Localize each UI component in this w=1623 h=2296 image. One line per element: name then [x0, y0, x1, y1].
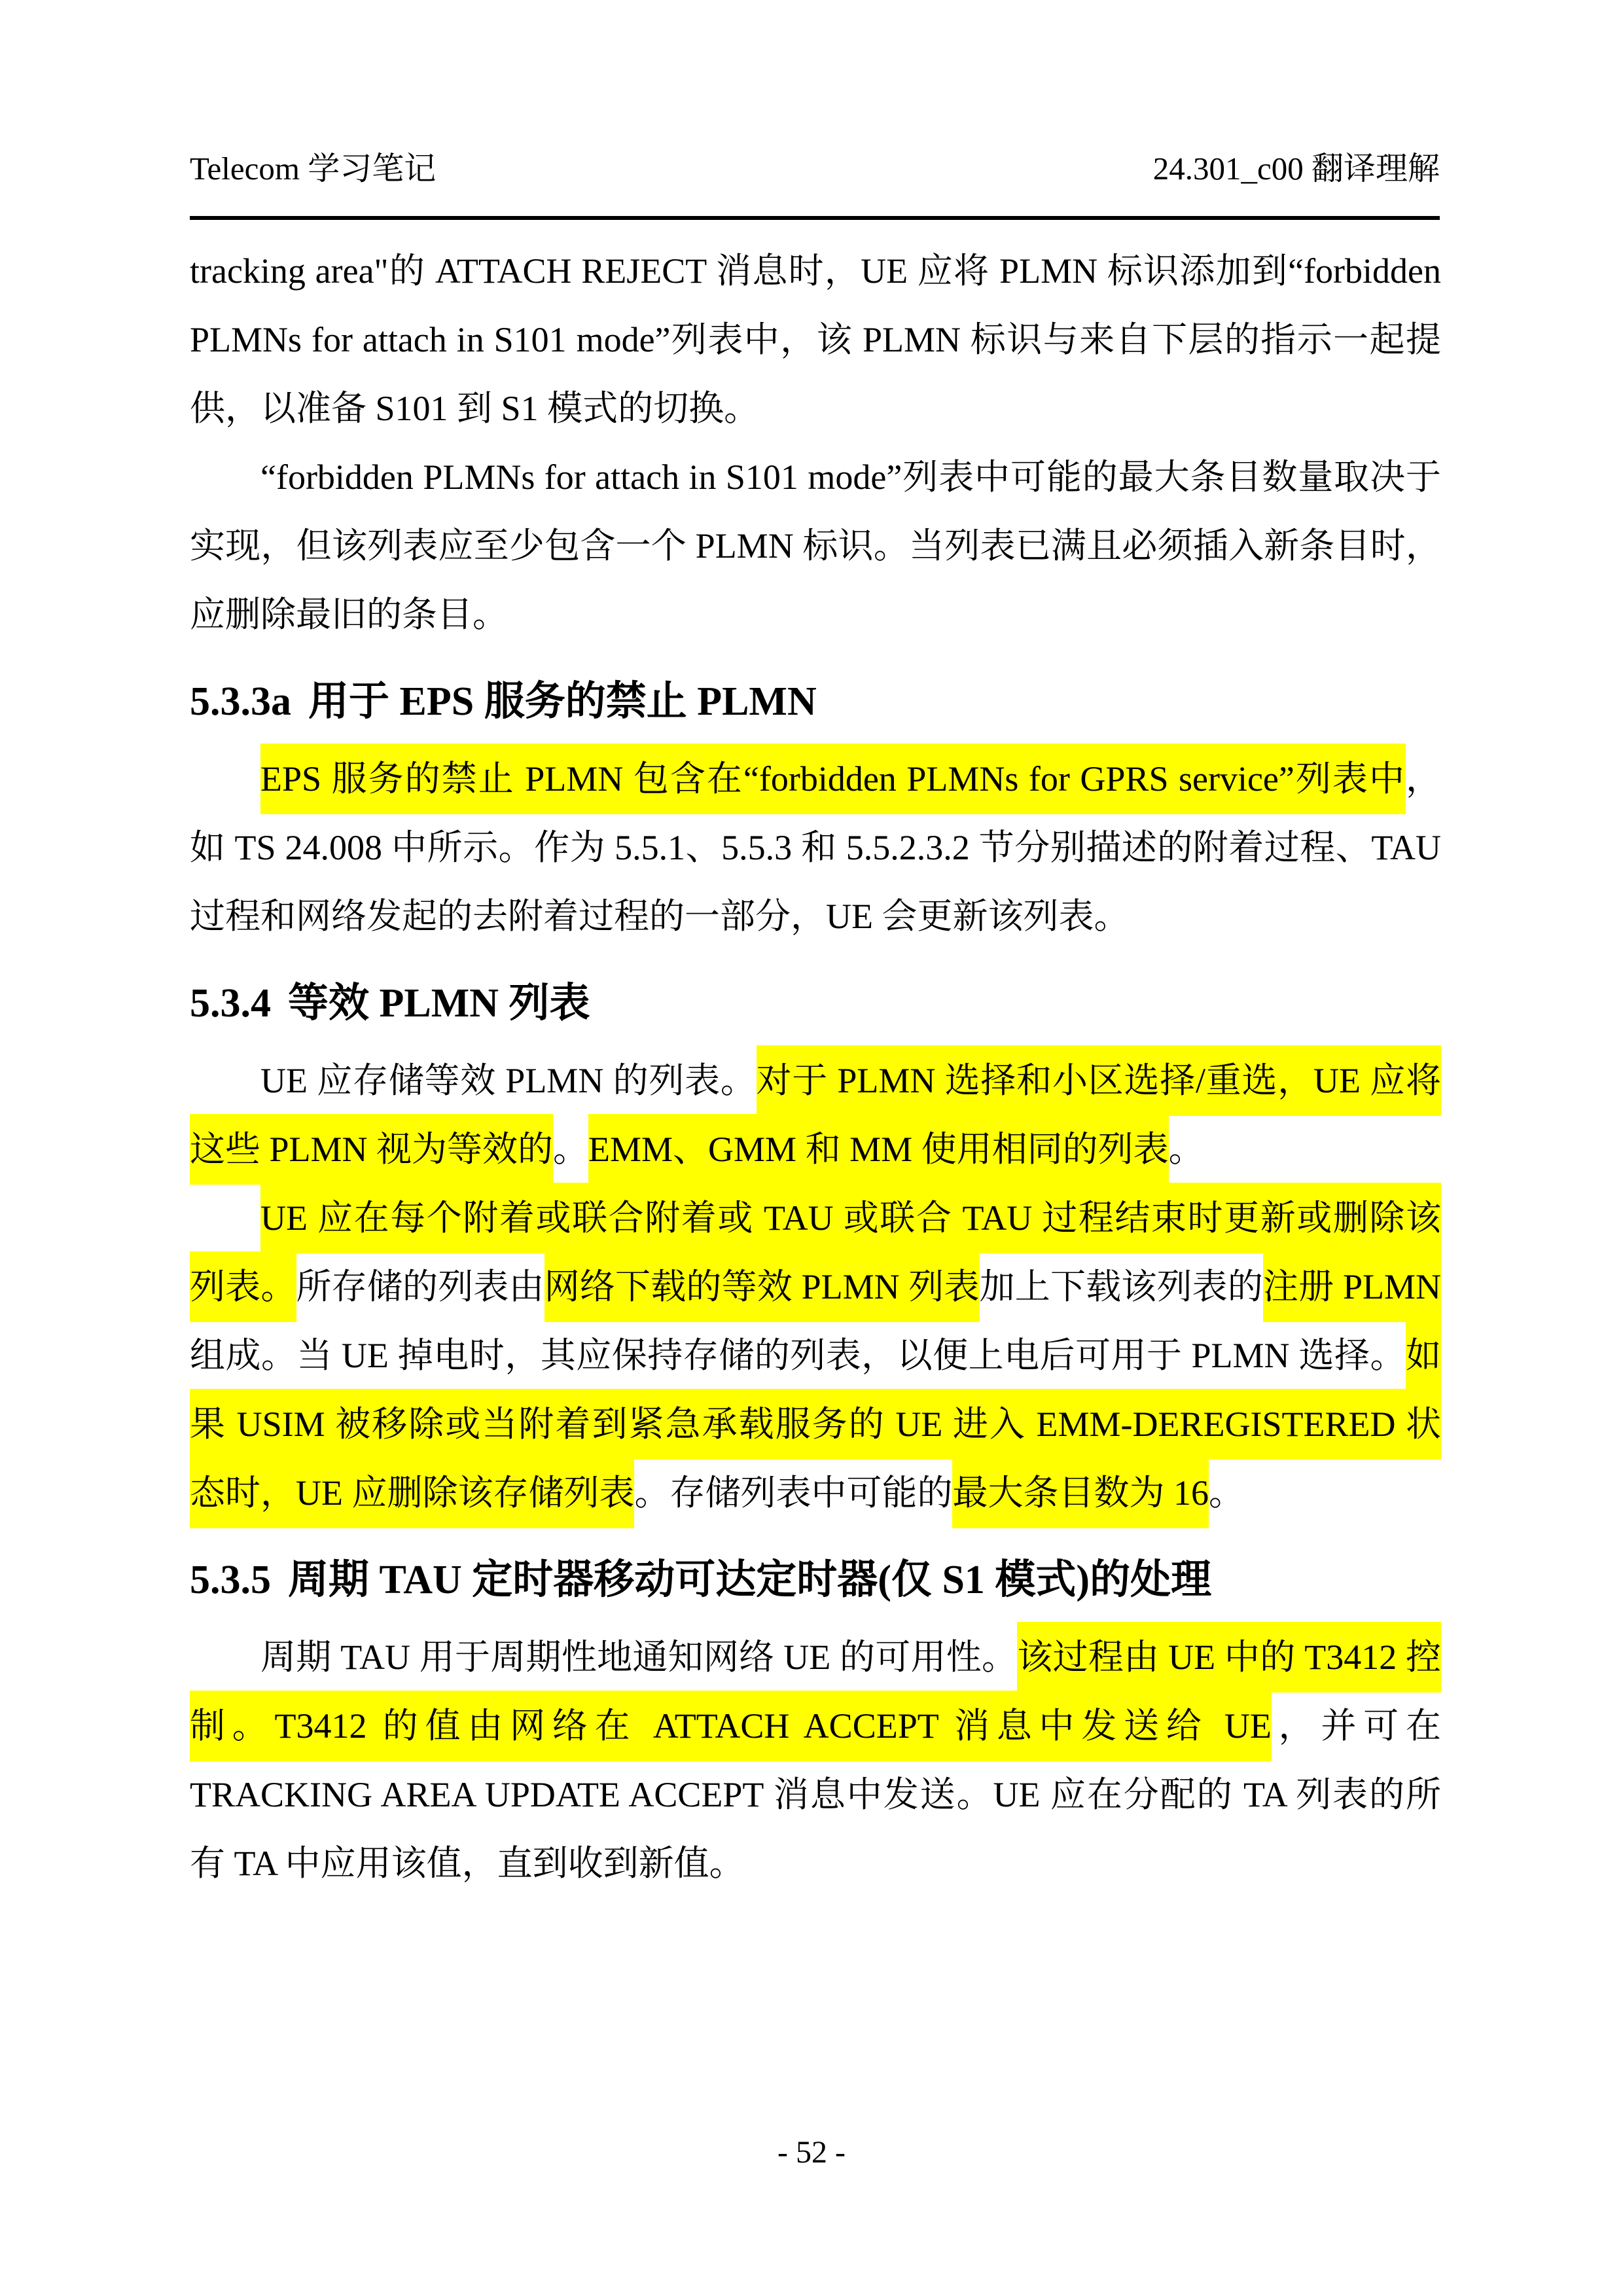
highlighted-text-run: 对于 PLMN 选择和小区选择/重选，UE 应将这些 PLMN 视为等效的 [190, 1045, 1441, 1185]
text-run: UE 应存储等效 PLMN 的列表。 [260, 1061, 757, 1100]
text-run: “forbidden PLMNs for attach in S101 mode”列表中可能的最大条目数量取决于实现，但该列表应至少包含一个 PLMN 标识。当列表已满且必须插入新条目时，应删除最旧的条目。 [190, 457, 1441, 634]
highlighted-text-run: 网络下载的等效 PLMN 列表 [544, 1251, 980, 1322]
section-title: 用于 EPS 服务的禁止 PLMN [308, 679, 817, 724]
highlighted-text-run: UE 应在每个附着或联合附着或 TAU 或联合 TAU 过程结束时更新或删除该列表。 [190, 1183, 1441, 1322]
paragraph [190, 1184, 1441, 1528]
paragraph [190, 237, 1441, 443]
text-run: ，并可在 TRACKING AREA UPDATE ACCEPT 消息中发送。UE 应在分配的 TA 列表的所有 TA 中应用该值，直到收到新值。 [190, 1706, 1441, 1883]
text-run: 周期 TAU 用于周期性地通知网络 UE 的可用性。 [260, 1638, 1018, 1677]
page-footer [0, 2134, 1623, 2170]
header-left-title: Telecom 学习笔记 [190, 151, 437, 187]
page-header [190, 147, 1440, 190]
section-number: 5.3.3a [190, 679, 291, 724]
section-number: 5.3.4 [190, 981, 271, 1026]
header-rule [190, 216, 1440, 220]
text-run: ，如 TS 24.008 中所示。作为 5.5.1、5.5.3 和 5.5.2.3.2 节分别描述的附着过程、TAU 过程和网络发起的去附着过程的一部分，UE 会更新该列表。 [190, 759, 1441, 936]
section-heading [190, 973, 1441, 1033]
text-run: 加上下载该列表的 [979, 1267, 1263, 1306]
page-number: - 52 - [777, 2135, 846, 2170]
highlighted-text-run: 注册 PLMN [1263, 1251, 1441, 1322]
paragraph [190, 443, 1441, 649]
text-run: 。 [553, 1130, 589, 1169]
highlighted-text-run: EMM、GMM 和 MM 使用相同的列表 [588, 1114, 1169, 1185]
text-run: 。 [1168, 1130, 1204, 1169]
section-title: 周期 TAU 定时器移动可达定时器(仅 S1 模式)的处理 [288, 1558, 1212, 1602]
section-heading [190, 672, 1441, 732]
highlighted-text-run: EPS 服务的禁止 PLMN 包含在“forbidden PLMNs for GPRS service”列表中 [260, 744, 1406, 814]
paragraph [190, 1047, 1441, 1184]
header-right-title: 24.301_c00 翻译理解 [1152, 151, 1440, 187]
text-run: 组成。当 UE 掉电时，其应保持存储的列表，以便上电后可用于 PLMN 选择。 [190, 1336, 1406, 1375]
section-number: 5.3.5 [190, 1558, 271, 1602]
paragraph [190, 745, 1441, 951]
document-content [190, 237, 1441, 1898]
section-heading [190, 1550, 1441, 1610]
paragraph [190, 1623, 1441, 1898]
section-title: 等效 PLMN 列表 [288, 981, 590, 1026]
highlighted-text-run: 如果 USIM 被移除或当附着到紧急承载服务的 UE 进入 EMM-DEREGISTERED 状态时，UE 应删除该存储列表 [190, 1320, 1441, 1528]
text-run: 。存储列表中可能的 [634, 1473, 953, 1513]
text-run: tracking area"的 ATTACH REJECT 消息时，UE 应将 PLMN 标识添加到“forbidden PLMNs for attach in S101 mode”列表中，该 PLMN 标识与来自下层的指示一起提供，以准备 S101 到 S1 模式的切换。 [190, 251, 1441, 428]
text-run: 。 [1208, 1473, 1244, 1513]
highlighted-text-run: 该过程由 UE 中的 T3412 控制。T3412 的值由网络在 ATTACH ACCEPT 消息中发送给 UE [190, 1622, 1441, 1761]
text-run: 所存储的列表由 [296, 1267, 544, 1306]
highlighted-text-run: 最大条目数为 16 [952, 1458, 1209, 1528]
